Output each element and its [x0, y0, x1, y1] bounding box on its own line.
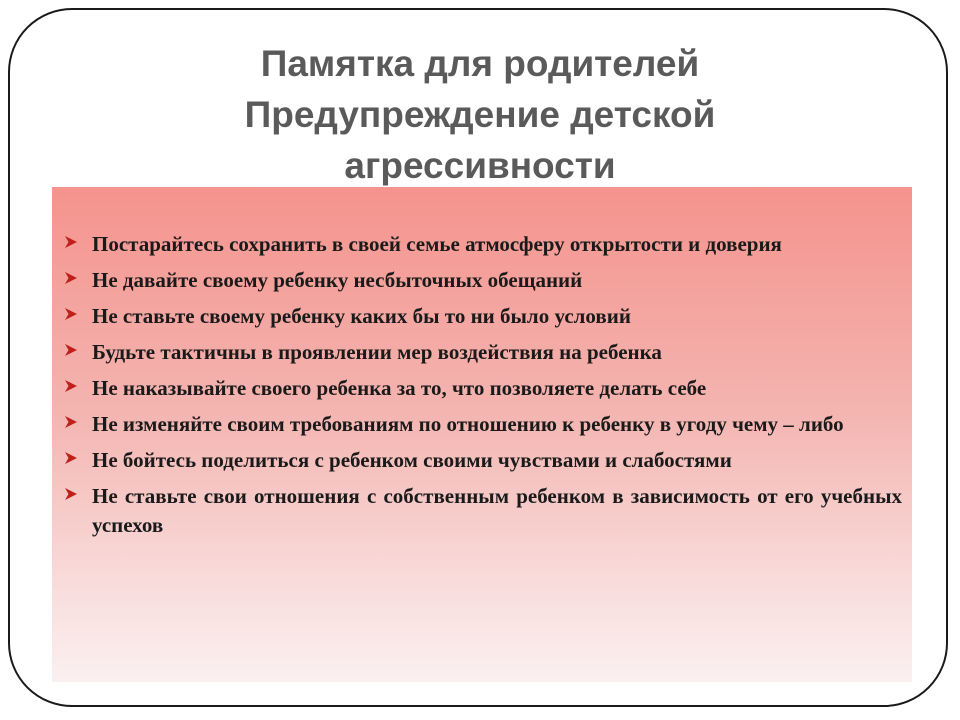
title-line-2: Предупреждение детской — [244, 94, 716, 135]
tip-text: Не наказывайте своего ребенка за то, что позволяете делать себе — [92, 376, 707, 400]
list-item — [62, 410, 902, 439]
tips-panel — [52, 187, 912, 682]
list-item — [62, 266, 902, 295]
tip-text: Будьте тактичны в проявлении мер воздействия на ребенка — [92, 340, 662, 364]
arrow-bullet-icon — [64, 307, 78, 321]
tip-text: Не изменяйте своим требованиям по отношению к ребенку в угоду чему – либо — [92, 412, 844, 436]
list-item — [62, 338, 902, 367]
arrow-bullet-icon — [64, 451, 78, 465]
list-item — [62, 374, 902, 403]
arrow-bullet-icon — [64, 235, 78, 249]
list-item — [62, 446, 902, 475]
list-item — [62, 230, 902, 259]
slide-title — [60, 38, 900, 191]
tips-list — [62, 230, 902, 547]
arrow-bullet-icon — [64, 343, 78, 357]
arrow-bullet-icon — [64, 487, 78, 501]
list-item — [62, 302, 902, 331]
title-line-3: агрессивности — [344, 145, 616, 186]
title-line-1: Памятка для родителей — [260, 43, 700, 84]
arrow-bullet-icon — [64, 415, 78, 429]
list-item — [62, 482, 902, 540]
tip-text: Не бойтесь поделиться с ребенком своими чувствами и слабостями — [92, 448, 732, 472]
arrow-bullet-icon — [64, 271, 78, 285]
arrow-bullet-icon — [64, 379, 78, 393]
tip-text: Не ставьте своему ребенку каких бы то ни было условий — [92, 304, 631, 328]
tip-text: Не давайте своему ребенку несбыточных обещаний — [92, 268, 583, 292]
tip-text: Не ставьте свои отношения с собственным ребенком в зависимость от его учебных успехов — [92, 484, 902, 537]
tip-text: Постарайтесь сохранить в своей семье атмосферу открытости и доверия — [92, 232, 782, 256]
